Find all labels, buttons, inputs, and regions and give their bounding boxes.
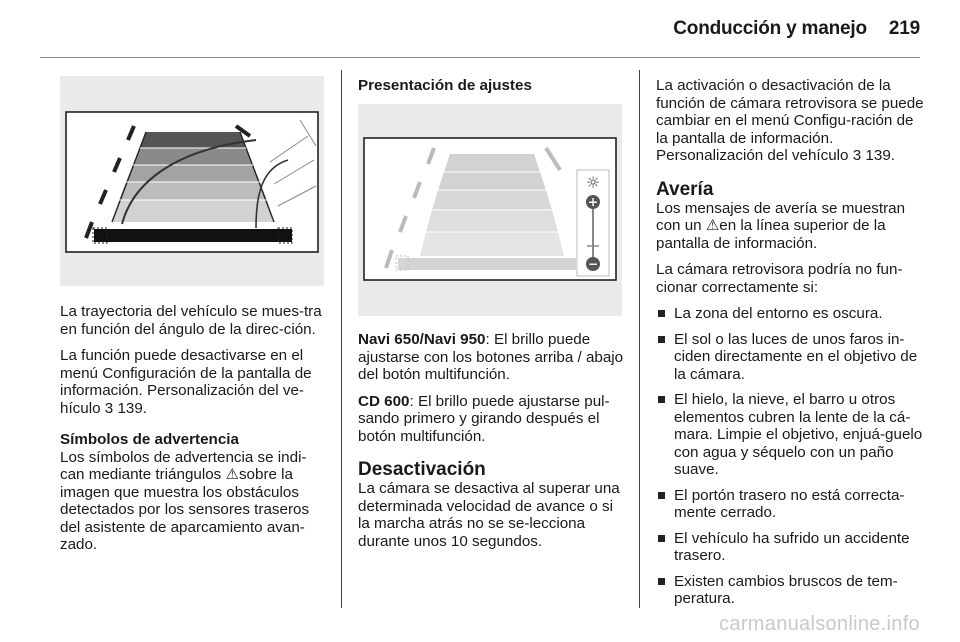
paragraph: La activación o desactivación de la función de cámara retrovisora se puede cambiar en el menú Configu-ración de la pantalla de información. Personalización del vehículo 3 139. [656,77,924,164]
paragraph: La función puede desactivarse en el menú Configuración de la pantalla de información. Personalización del ve-hículo 3 139. [60,347,312,417]
column-divider-2 [639,70,640,608]
column-1 [60,303,330,563]
brightness-settings-illustration [358,104,622,316]
paragraph: La cámara retrovisora podría no fun-cionar correctamente si: [656,261,903,296]
column-divider-1 [341,70,342,608]
section-heading: Presentación de ajustes [358,77,532,94]
warning-triangle-icon: ⚠ [705,217,720,234]
camera-guidelines-illustration [60,76,324,286]
list-item: Existen cambios bruscos de tem-peratura. [656,573,926,608]
paragraph: La cámara se desactiva al superar una determinada velocidad de avance o si la marcha atrás no se se-lecciona durante unos 10 segundos. [358,480,620,550]
svg-text:−: − [587,257,599,271]
running-header [673,18,920,40]
header-title: Conducción y manejo [673,18,867,39]
subheading-warning-symbols: Símbolos de advertencia [60,431,239,448]
list-item: El hielo, la nieve, el barro u otros elementos cubren la lente de la cá-mara. Limpie el objetivo, enjuá-guelo con agua y séquelo con un paño suave. [656,391,926,479]
watermark: carmanualsonline.info [719,613,920,635]
paragraph: Navi 650/Navi 950: El brillo puede ajustarse con los botones arriba / abajo del botón multifunción. [358,331,624,383]
header-rule [40,57,920,58]
list-item: El portón trasero no está correcta-mente cerrado. [656,487,926,522]
paragraph: Los símbolos de advertencia se indi-can mediante triángulos ⚠sobre la imagen que muestra los obstáculos detectados por los sensores traseros del asistente de aparcamiento avan-zado. [60,448,310,553]
sun-icon: ☼ [585,173,601,192]
paragraph: La trayectoria del vehículo se mues-tra en función del ángulo de la direc-ción. [60,303,322,338]
list-item: La zona del entorno es oscura. [656,305,926,323]
section-heading-deactivation: Desactivación [358,459,486,480]
section-heading-fault: Avería [656,178,714,200]
column-2-body [358,331,628,559]
paragraph: Los mensajes de avería se muestran con un ⚠en la línea superior de la pantalla de información. [656,199,906,252]
bumper-bar [94,229,292,242]
warning-triangle-icon: ⚠ [225,466,239,483]
column-2 [358,70,628,95]
reference-arrow-icon: 3 [852,147,862,164]
svg-text:+: + [587,195,599,209]
reference-arrow-icon: 3 [104,399,114,417]
list-item: El sol o las luces de unos faros in-ciden directamente en el objetivo de la cámara. [656,331,926,384]
page-number: 219 [888,18,920,39]
column-3 [656,77,926,616]
paragraph: CD 600: El brillo puede ajustarse pul-sando primero y girando después el botón multifunción. [358,392,610,445]
list-item: El vehículo ha sufrido un accidente trasero. [656,530,926,565]
